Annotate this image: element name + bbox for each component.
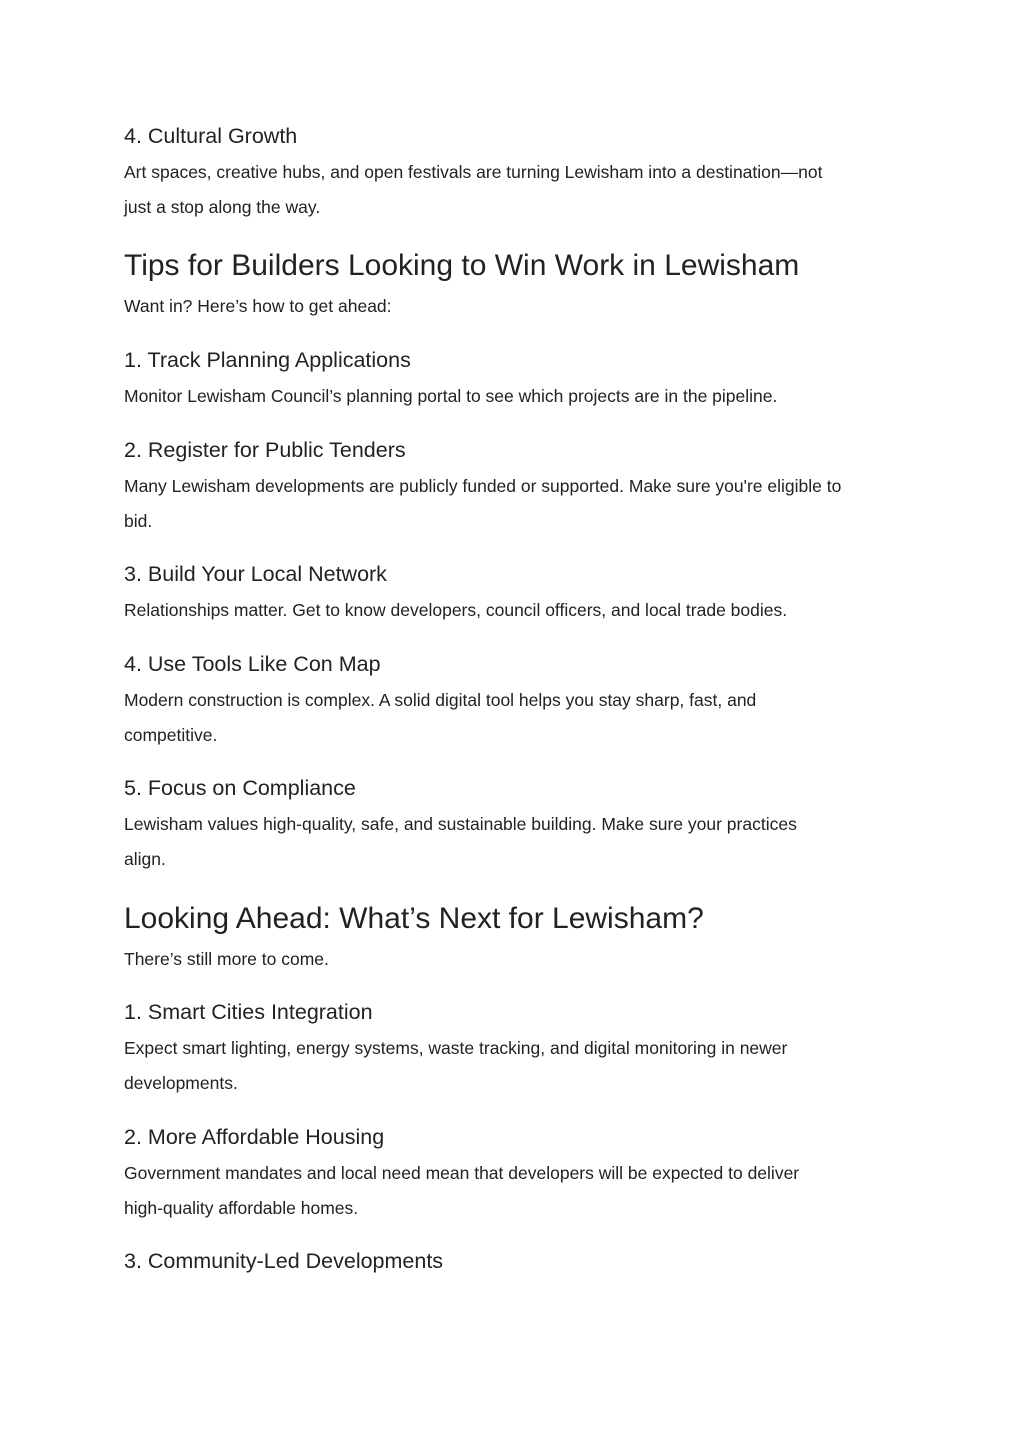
outlook-text: Government mandates and local need mean that developers will be expected to deliver [124,1162,800,1183]
tip-item [124,650,904,752]
tip-text: bid. [124,510,153,531]
tip-item [124,436,904,538]
outlook-item [124,1247,904,1275]
paragraph-line: just a stop along the way. [124,196,321,217]
tip-text: Many Lewisham developments are publicly funded or supported. Make sure you're eligible to [124,475,842,496]
section-looking-ahead [124,900,904,1276]
tip-heading: 1. Track Planning Applications [124,348,411,373]
tip-text: align. [124,849,166,870]
section-cultural-growth [124,122,904,224]
tip-text: Modern construction is complex. A solid digital tool helps you stay sharp, fast, and [124,689,757,710]
tip-heading: 5. Focus on Compliance [124,776,356,801]
document-page [124,122,904,1275]
section-intro: There’s still more to come. [124,948,329,969]
outlook-item [124,1123,904,1225]
outlook-text: high-quality affordable homes. [124,1197,359,1218]
section-title: Looking Ahead: What’s Next for Lewisham? [124,901,704,935]
tip-item [124,774,904,876]
tip-item [124,560,904,628]
tip-text: Relationships matter. Get to know developers, council officers, and local trade bodies. [124,600,788,621]
tip-text: Lewisham values high-quality, safe, and sustainable building. Make sure your practices [124,814,797,835]
section-title: Tips for Builders Looking to Win Work in Lewisham [124,249,800,283]
tip-text: Monitor Lewisham Council’s planning portal to see which projects are in the pipeline. [124,386,778,407]
outlook-heading: 2. More Affordable Housing [124,1124,385,1149]
outlook-heading: 1. Smart Cities Integration [124,1000,373,1025]
paragraph-line: Art spaces, creative hubs, and open festivals are turning Lewisham into a destination—not [124,162,823,182]
tip-text: competitive. [124,724,218,745]
outlook-item [124,998,904,1100]
tip-item [124,346,904,414]
tip-heading: 3. Build Your Local Network [124,562,387,587]
outlook-heading: 3. Community-Led Developments [124,1249,444,1274]
tip-heading: 2. Register for Public Tenders [124,437,406,462]
outlook-text: Expect smart lighting, energy systems, waste tracking, and digital monitoring in newer [124,1038,788,1059]
outlook-text: developments. [124,1073,238,1094]
section-tips [124,247,904,876]
tip-heading: 4. Use Tools Like Con Map [124,651,381,676]
section-intro: Want in? Here’s how to get ahead: [124,296,392,317]
section-heading: 4. Cultural Growth [124,124,298,148]
